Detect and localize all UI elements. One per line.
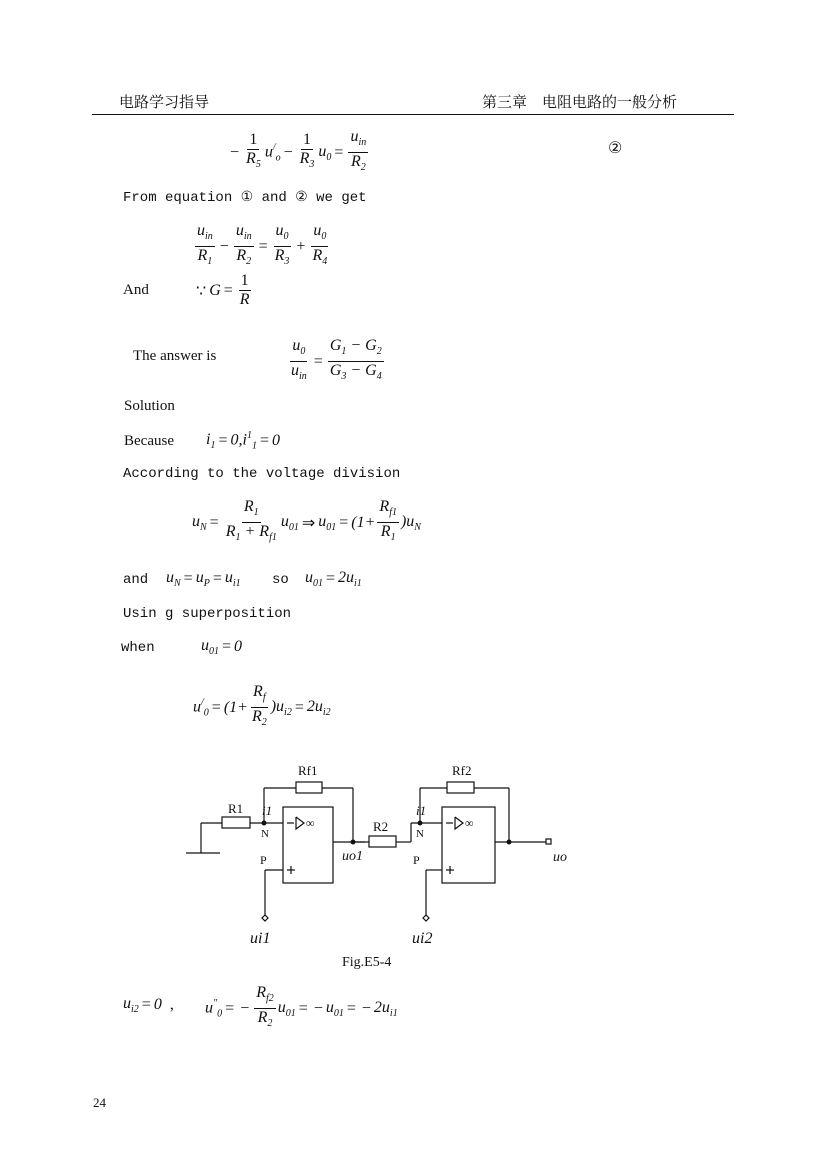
so-label: so: [272, 572, 289, 588]
figure-caption: Fig.E5-4: [342, 955, 392, 970]
and2-label: and: [123, 572, 149, 588]
when-label: when: [121, 640, 155, 656]
i1-prime-label: i1: [416, 803, 427, 818]
r2-resistor: [369, 836, 396, 847]
equation-2: − $\frac{1}{R_5}$ $u^/_o$ − $\frac{1}{R_3}$ $u_0$ = $\frac{u_{in}}{R_2}$: [230, 128, 367, 174]
voltage-division-line: According to the voltage division: [123, 466, 401, 482]
answer-label: The answer is: [133, 348, 217, 364]
equation-combined: $\frac{u_{in}}{R_1}$ − $\frac{u_{in}}{R_2}$ = $\frac{u_0}{R_3}$ + $\frac{u_0}{R_4}$: [197, 222, 328, 268]
ui1-label: ui1: [250, 930, 271, 947]
rf2-resistor: [447, 782, 474, 793]
p-prime-label: P: [413, 853, 420, 867]
r1-resistor: [222, 817, 250, 828]
equation-uo1: $u_{01}$ = $2u_{i1}$: [305, 569, 362, 590]
i1-label: i1: [262, 803, 273, 818]
from-equation-line: From equation ① and ② we get: [123, 190, 367, 206]
because-label: Because: [124, 433, 174, 449]
n-label: N: [261, 828, 269, 840]
r1-label: R1: [228, 801, 244, 816]
equation-node: $u_N$ = $u_P$ = $u_{i1}$: [166, 569, 241, 590]
header-right: 第三章 电阻电路的一般分析: [482, 93, 678, 111]
p-label: P: [260, 853, 267, 867]
equation-uo-prime: $u^/_0$ = (1+ $\frac{R_f}{R_2}$ )$u_{i2}$ = $2u_{i2}$: [193, 683, 331, 729]
and-label: And: [123, 282, 149, 298]
page-number: 24: [93, 1095, 106, 1110]
solution-label: Solution: [124, 398, 175, 414]
equation-marker: ②: [608, 140, 623, 157]
header-left: 电路学习指导: [119, 93, 210, 111]
infinity-1: ∞: [306, 816, 315, 830]
rf1-resistor: [296, 782, 322, 793]
equation-conductance: ∵ G = $\frac{1}{R}$: [196, 272, 250, 308]
circuit-diagram: [180, 755, 580, 965]
equation-uo-double-prime: $u''_0$ = − $\frac{R_{f2}}{R_2}$ $u_{01}$ = − $u_{01}$ = − $2u_{i1}$: [205, 984, 398, 1030]
n-prime-label: N: [416, 828, 424, 840]
header-rule: [92, 114, 734, 115]
equation-when: $u_{01}$ = 0: [201, 637, 243, 658]
infinity-2: ∞: [465, 816, 474, 830]
equation-answer: $\frac{u_0}{u_{in}}$ = $\frac{G_1 - G_2}{G_3 - G_4}$: [291, 337, 382, 383]
equation-currents: $i_1$ = $0,i^1_1$ = 0: [206, 430, 280, 452]
uo1-label: uo1: [342, 849, 363, 864]
equation-ui2-zero: $u_{i2}$ = 0 ,: [123, 995, 174, 1016]
superposition-line: Usin g superposition: [123, 606, 292, 622]
rf2-label: Rf2: [452, 763, 472, 778]
r2-label: R2: [373, 819, 389, 834]
rf1-label: Rf1: [298, 763, 318, 778]
equation-voltage-division: $u_N$ = $\frac{R_1}{R_1 + R_{f1}}$ $u_{01}$ ⇒ $u_{01}$ = (1+ $\frac{R_{f1}}{R_1}$ )$u_N$: [192, 498, 421, 544]
uo-label: uo: [553, 850, 567, 865]
ui2-label: ui2: [412, 930, 433, 947]
